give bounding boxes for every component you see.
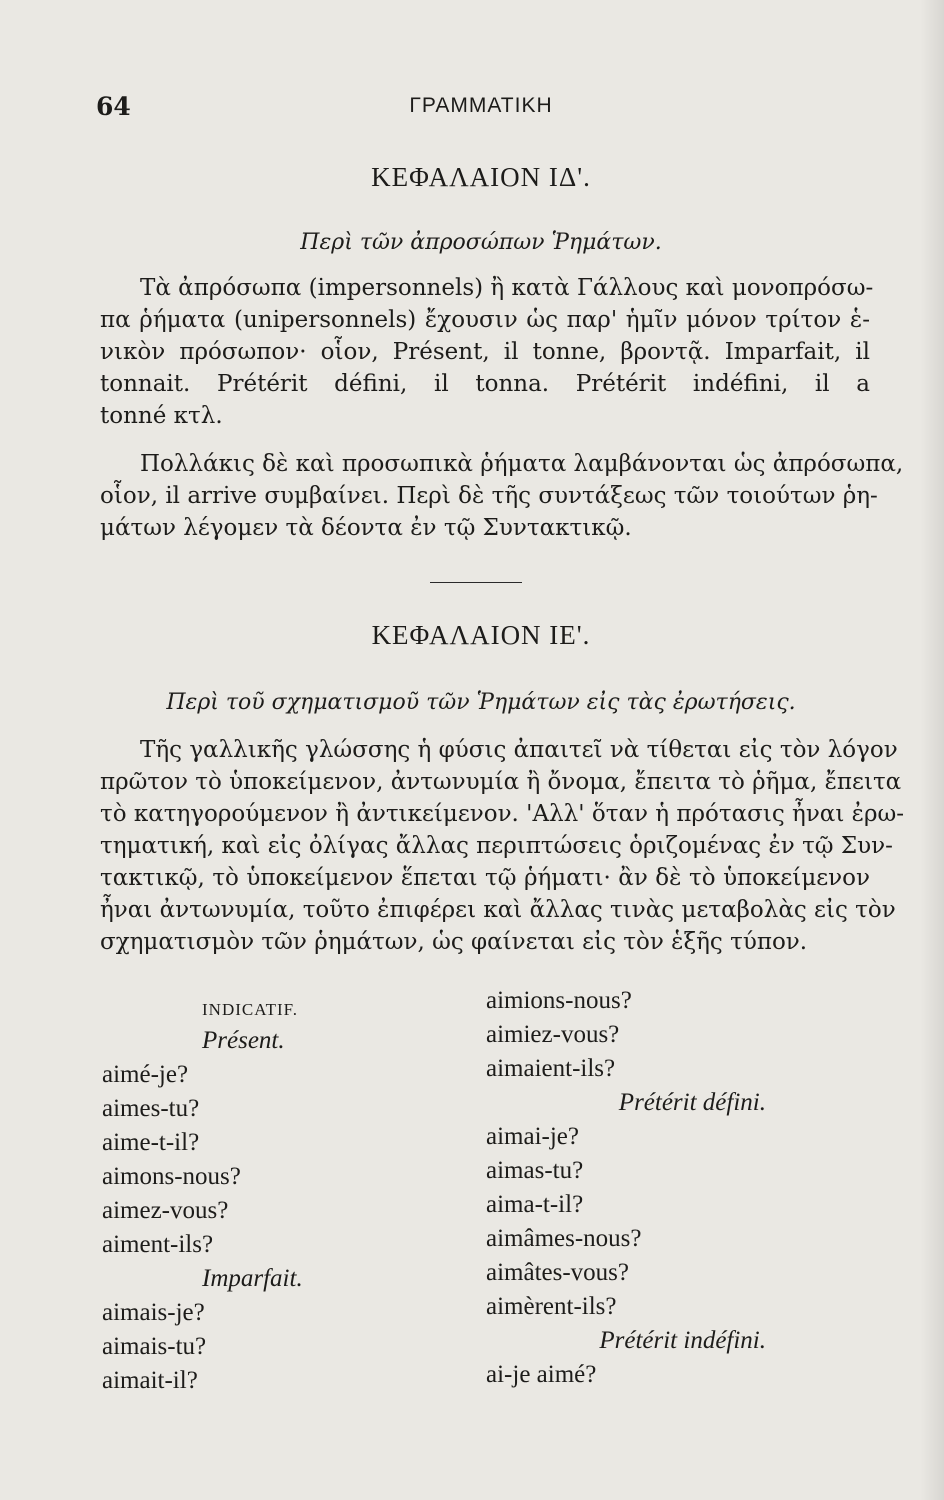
conjugation-form: aimais-je? xyxy=(102,1299,205,1326)
chapter-15-paragraph xyxy=(100,734,905,958)
text-line: πρῶτον τὸ ὑποκείμενον, ἀντωνυμία ἢ ὄνομα, ἔπειτα τὸ ῥῆμα, ἔπειτα xyxy=(100,769,902,795)
tense-label-preterit-defini: Prétérit défini. xyxy=(618,1089,766,1116)
conjugation-form: aimais-tu? xyxy=(102,1333,207,1360)
page-edge-shadow xyxy=(920,0,944,1500)
conjugation-form: aimez-vous? xyxy=(102,1197,229,1224)
conjugation-form: aimes-tu? xyxy=(102,1095,200,1122)
text-line: tonné κτλ. xyxy=(100,403,223,429)
chapter-15-title: ΚΕΦΑΛΑΙΟΝ ΙΕ'. xyxy=(371,620,591,650)
conjugation-form: aimaient-ils? xyxy=(486,1055,616,1082)
text-line: Τῆς γαλλικῆς γλώσσης ἡ φύσις ἀπαιτεῖ νὰ τίθεται εἰς τὸν λόγον xyxy=(140,737,898,763)
running-head: ΓΡΑΜΜΑΤΙΚΗ xyxy=(409,94,553,117)
text-line: νικὸν πρόσωπον· οἷον, Présent, il tonne, βροντᾷ. Imparfait, il xyxy=(100,339,870,365)
conjugation-form: aimé-je? xyxy=(102,1061,189,1088)
chapter-15-subtitle: Περὶ τοῦ σχηματισμοῦ τῶν Ῥημάτων εἰς τὰς ἐρωτήσεις. xyxy=(166,690,796,715)
text-line: τηματική, καὶ εἰς ὀλίγας ἄλλας περιπτώσεις ὁριζομένας ἐν τῷ Συν- xyxy=(100,833,893,859)
page-header xyxy=(96,92,866,132)
tense-label-present: Présent. xyxy=(202,1027,285,1054)
conjugation-form: ai-je aimé? xyxy=(486,1361,597,1388)
text-line: σχηματισμὸν τῶν ῥημάτων, ὡς φαίνεται εἰς τὸν ἑξῆς τύπον. xyxy=(100,929,808,955)
conjugation-form: aimâtes-vous? xyxy=(486,1259,630,1286)
chapter-14-paragraph-2 xyxy=(100,448,904,544)
conjugation-form: aimâmes-nous? xyxy=(486,1225,642,1252)
chapter-14-subtitle: Περὶ τῶν ἀπροσώπων Ῥημάτων. xyxy=(300,230,662,255)
chapter-14-paragraph-1 xyxy=(100,272,874,432)
text-line: μάτων λέγομεν τὰ δέοντα ἐν τῷ Συντακτικῷ. xyxy=(100,515,632,541)
text-line: Πολλάκις δὲ καὶ προσωπικὰ ῥήματα λαμβάνονται ὡς ἀπρόσωπα, xyxy=(140,451,904,477)
conjugation-form: aime-t-il? xyxy=(102,1129,200,1156)
text-line: tonnait. Prétérit défini, il tonna. Prétérit indéfini, il a xyxy=(100,371,870,397)
conjugation-form: aimas-tu? xyxy=(486,1157,584,1184)
conjugation-form: aimèrent-ils? xyxy=(486,1293,617,1320)
conjugation-form: aimions-nous? xyxy=(486,987,632,1014)
tense-label-imparfait: Imparfait. xyxy=(202,1265,303,1292)
conjugation-form: aimai-je? xyxy=(486,1123,579,1150)
conjugation-form: aima-t-il? xyxy=(486,1191,584,1218)
conjugation-form: aiment-ils? xyxy=(102,1231,214,1258)
conjugation-left-column xyxy=(102,990,442,1398)
conjugation-form: aimait-il? xyxy=(102,1367,198,1394)
text-line: τὸ κατηγορούμενον ἢ ἀντικείμενον. 'Αλλ' ὅταν ἡ πρότασις ἦναι ἐρω- xyxy=(100,801,905,827)
text-line: πα ῥήματα (unipersonnels) ἔχουσιν ὡς παρ' ἡμῖν μόνον τρίτον ἑ- xyxy=(100,307,870,333)
page-number: 64 xyxy=(96,92,131,121)
text-line: Τὰ ἀπρόσωπα (impersonnels) ἢ κατὰ Γάλλους καὶ μονοπρόσω- xyxy=(140,275,874,301)
conjugation-form: aimons-nous? xyxy=(102,1163,241,1190)
section-divider xyxy=(430,582,522,583)
text-line: τακτικῷ, τὸ ὑποκείμενον ἕπεται τῷ ῥήματι· ἂν δὲ τὸ ὑποκείμενον xyxy=(100,865,870,891)
tense-label-preterit-indefini: Prétérit indéfini. xyxy=(599,1327,766,1354)
text-line: ἦναι ἀντωνυμία, τοῦτο ἐπιφέρει καὶ ἄλλας τινὰς μεταβολὰς εἰς τὸν xyxy=(100,897,896,923)
mood-label: INDICATIF. xyxy=(202,1000,298,1019)
chapter-14-title: ΚΕΦΑΛΑΙΟΝ ΙΔ'. xyxy=(371,162,591,192)
conjugation-right-column xyxy=(486,984,866,1392)
conjugation-form: aimiez-vous? xyxy=(486,1021,620,1048)
text-line: οἷον, il arrive συμβαίνει. Περὶ δὲ τῆς συντάξεως τῶν τοιούτων ῥη- xyxy=(100,483,878,509)
